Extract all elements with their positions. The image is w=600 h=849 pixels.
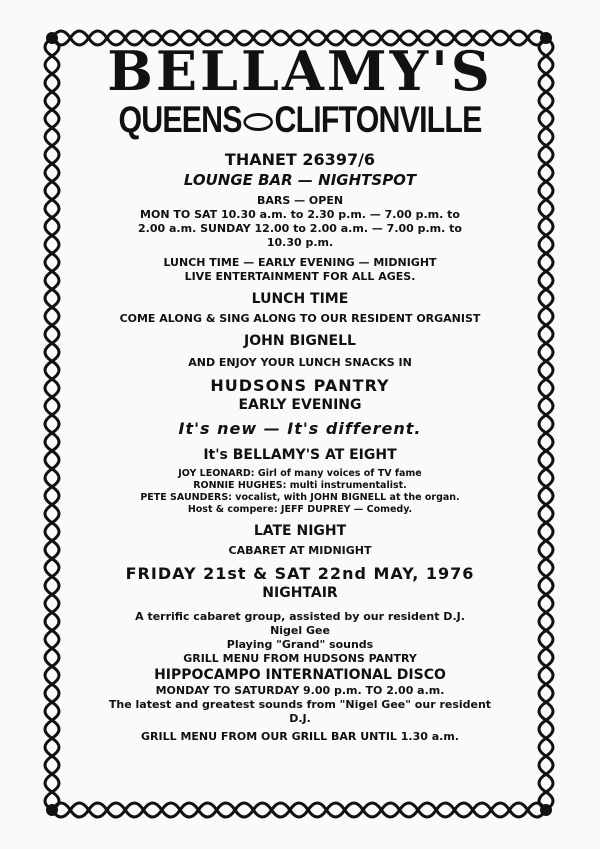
rope-strand <box>45 38 59 810</box>
rope-strand <box>539 38 553 810</box>
eight-heading: It's BELLAMY'S AT EIGHT <box>203 447 397 463</box>
lunch-heading: LUNCH TIME <box>251 291 349 307</box>
subtitle-right: CLIFTONVILLE <box>274 99 482 140</box>
lineup-item: Host & compere: JEFF DUPREY — Comedy. <box>187 504 413 515</box>
corner-knot-icon <box>46 804 58 816</box>
disco-sounds-2: D.J. <box>289 712 311 725</box>
lunch-snacks: AND ENJOY YOUR LUNCH SNACKS IN <box>188 356 412 369</box>
late-night-heading: LATE NIGHT <box>253 523 347 539</box>
organist-name: JOHN BIGNELL <box>244 333 356 349</box>
lineup-item: PETE SAUNDERS: vocalist, with JOHN BIGNELL at the organ. <box>140 492 460 503</box>
event-dates: FRIDAY 21st & SAT 22nd MAY, 1976 <box>125 564 475 583</box>
rope-strand <box>45 38 59 810</box>
rope-strand <box>539 38 553 810</box>
advertisement <box>38 24 560 824</box>
rope-strand <box>52 803 546 817</box>
hours-line-2: 2.00 a.m. SUNDAY 12.00 to 2.00 a.m. — 7.00 p.m. to <box>138 222 462 235</box>
pantry-name: HUDSONS PANTRY <box>210 376 390 395</box>
corner-knot-icon <box>540 32 552 44</box>
ad-subtitle <box>105 100 495 140</box>
hours-line-3: 10.30 p.m. <box>266 236 334 249</box>
disco-sounds-1: The latest and greatest sounds from "Nigel Gee" our resident <box>108 698 492 711</box>
early-evening-heading: EARLY EVENING <box>238 397 362 413</box>
disco-name: HIPPOCAMPO INTERNATIONAL DISCO <box>154 667 446 683</box>
slogan: It's new — It's different. <box>178 419 422 438</box>
live-entertainment: LIVE ENTERTAINMENT FOR ALL AGES. <box>184 270 416 283</box>
bars-open: BARS — OPEN <box>256 194 344 207</box>
cabaret-text: CABARET AT MIDNIGHT <box>228 544 372 557</box>
lineup-item: JOY LEONARD: Girl of many voices of TV fame <box>178 468 422 479</box>
lunch-text: COME ALONG & SING ALONG TO OUR RESIDENT ORGANIST <box>119 312 481 325</box>
phone-number: THANET 26397/6 <box>224 150 376 169</box>
oval-ornament-icon <box>243 113 273 131</box>
disco-hours: MONDAY TO SATURDAY 9.00 p.m. TO 2.00 a.m. <box>155 684 445 697</box>
subtitle-left: QUEENS <box>118 99 242 140</box>
corner-knot-icon <box>540 804 552 816</box>
corner-knot-icon <box>46 32 58 44</box>
act-description: A terrific cabaret group, assisted by our resident D.J. <box>135 610 465 623</box>
playing-sounds: Playing "Grand" sounds <box>226 638 374 651</box>
grill-bar: GRILL MENU FROM OUR GRILL BAR UNTIL 1.30 a.m. <box>141 730 459 743</box>
venue-type: LOUNGE BAR — NIGHTSPOT <box>183 171 417 189</box>
ad-content <box>62 40 538 744</box>
grill-pantry: GRILL MENU FROM HUDSONS PANTRY <box>183 652 417 665</box>
hours-line-1: MON TO SAT 10.30 a.m. to 2.30 p.m. — 7.00 p.m. to <box>140 208 460 221</box>
lineup-item: RONNIE HUGHES: multi instrumentalist. <box>193 480 407 491</box>
act-name: NIGHTAIR <box>262 585 338 601</box>
dj-name: Nigel Gee <box>270 624 330 637</box>
ad-title: BELLAMY'S <box>107 39 493 103</box>
sessions: LUNCH TIME — EARLY EVENING — MIDNIGHT <box>163 256 437 269</box>
